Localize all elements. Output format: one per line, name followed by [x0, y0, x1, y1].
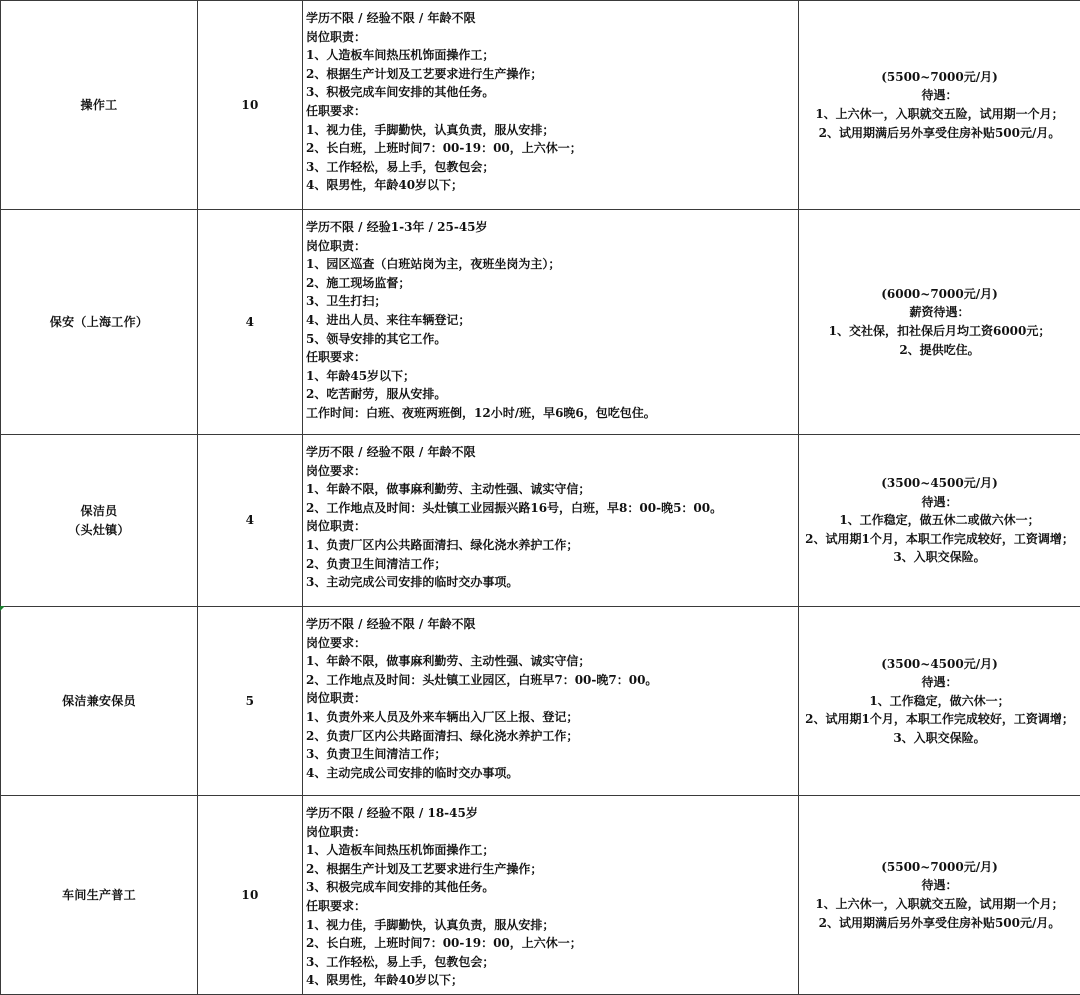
detail-line: 岗位职责：: [306, 237, 798, 256]
salary-range: (3500~4500元/月): [805, 474, 1074, 493]
benefit-line: 3、入职交保险。: [805, 729, 1074, 748]
detail-line: 4、进出人员、来往车辆登记；: [306, 311, 798, 330]
salary-benefits-cell: [799, 435, 1080, 607]
detail-line: 3、积极完成车间安排的其他任务。: [306, 878, 798, 897]
detail-line: 岗位要求：: [306, 634, 798, 653]
headcount-cell: [198, 435, 303, 607]
job-details-cell: [303, 796, 799, 995]
detail-line: 4、主动完成公司安排的临时交办事项。: [306, 764, 798, 783]
detail-line: 学历不限 / 经验1-3年 / 25-45岁: [306, 218, 798, 237]
headcount-cell: [198, 210, 303, 435]
job-title-cell: [1, 796, 198, 995]
detail-line: 4、限男性，年龄40岁以下；: [306, 176, 798, 195]
benefit-line: 2、试用期1个月，本职工作完成较好，工资调增；: [805, 710, 1074, 729]
detail-line: 1、负责厂区内公共路面清扫、绿化浇水养护工作；: [306, 536, 798, 555]
benefit-line: 1、上六休一，入职就交五险，试用期一个月；: [805, 895, 1074, 914]
detail-line: 2、负责厂区内公共路面清扫、绿化浇水养护工作；: [306, 727, 798, 746]
headcount: 4: [198, 511, 302, 530]
salary-benefits-cell: [799, 607, 1080, 796]
detail-line: 2、吃苦耐劳，服从安排。: [306, 385, 798, 404]
headcount: 5: [198, 692, 302, 711]
headcount: 4: [198, 313, 302, 332]
detail-line: 工作时间：白班、夜班两班倒，12小时/班，早6晚6，包吃包住。: [306, 404, 798, 423]
detail-line: 任职要求：: [306, 897, 798, 916]
benefit-line: 待遇：: [805, 673, 1074, 692]
job-row: [1, 607, 1080, 796]
detail-line: 2、根据生产计划及工艺要求进行生产操作；: [306, 860, 798, 879]
detail-line: 2、根据生产计划及工艺要求进行生产操作；: [306, 65, 798, 84]
job-row: [1, 435, 1080, 607]
detail-line: 2、工作地点及时间：头灶镇工业园振兴路16号，白班，早8：00-晚5：00。: [306, 499, 798, 518]
benefit-line: 3、入职交保险。: [805, 548, 1074, 567]
benefit-line: 2、提供吃住。: [805, 341, 1074, 360]
detail-line: 3、工作轻松，易上手，包教包会；: [306, 953, 798, 972]
headcount-cell: [198, 1, 303, 210]
detail-line: 1、视力佳，手脚勤快，认真负责，服从安排；: [306, 121, 798, 140]
detail-line: 3、卫生打扫；: [306, 292, 798, 311]
benefit-line: 1、工作稳定，做六休一；: [805, 692, 1074, 711]
benefit-line: 薪资待遇：: [805, 303, 1074, 322]
benefit-line: 待遇：: [805, 493, 1074, 512]
salary-benefits-cell: [799, 1, 1080, 210]
detail-line: 1、年龄不限，做事麻利勤劳、主动性强、诚实守信；: [306, 480, 798, 499]
detail-line: 1、人造板车间热压机饰面操作工；: [306, 841, 798, 860]
detail-line: 1、年龄45岁以下；: [306, 367, 798, 386]
benefit-line: 2、试用期1个月，本职工作完成较好，工资调增；: [805, 530, 1074, 549]
detail-line: 1、负责外来人员及外来车辆出入厂区上报、登记；: [306, 708, 798, 727]
detail-line: 5、领导安排的其它工作。: [306, 330, 798, 349]
benefit-line: 待遇：: [805, 86, 1074, 105]
detail-line: 2、负责卫生间清洁工作；: [306, 555, 798, 574]
detail-line: 1、视力佳，手脚勤快，认真负责，服从安排；: [306, 916, 798, 935]
salary-range: (5500~7000元/月): [805, 68, 1074, 87]
job-title: 保安（上海工作）: [1, 313, 197, 332]
detail-line: 学历不限 / 经验不限 / 年龄不限: [306, 9, 798, 28]
detail-line: 学历不限 / 经验不限 / 18-45岁: [306, 804, 798, 823]
job-title: 保洁员: [1, 502, 197, 521]
headcount-cell: [198, 796, 303, 995]
detail-line: 岗位职责：: [306, 689, 798, 708]
detail-line: 1、人造板车间热压机饰面操作工；: [306, 46, 798, 65]
benefit-line: 2、试用期满后另外享受住房补贴500元/月。: [805, 914, 1074, 933]
job-row: [1, 210, 1080, 435]
detail-line: 2、长白班，上班时间7：00-19：00，上六休一；: [306, 139, 798, 158]
salary-range: (6000~7000元/月): [805, 285, 1074, 304]
detail-line: 3、积极完成车间安排的其他任务。: [306, 83, 798, 102]
job-title-cell: [1, 607, 198, 796]
job-details-cell: [303, 210, 799, 435]
salary-benefits-cell: [799, 796, 1080, 995]
detail-line: 2、施工现场监督；: [306, 274, 798, 293]
benefit-line: 2、试用期满后另外享受住房补贴500元/月。: [805, 124, 1074, 143]
job-details-cell: [303, 607, 799, 796]
job-title-cell: [1, 210, 198, 435]
detail-line: 3、工作轻松，易上手，包教包会；: [306, 158, 798, 177]
job-title-cell: [1, 1, 198, 210]
headcount: 10: [198, 886, 302, 905]
detail-line: 学历不限 / 经验不限 / 年龄不限: [306, 615, 798, 634]
job-row: [1, 1, 1080, 210]
detail-line: 任职要求：: [306, 102, 798, 121]
salary-benefits-cell: [799, 210, 1080, 435]
detail-line: 3、负责卫生间清洁工作；: [306, 745, 798, 764]
headcount-cell: [198, 607, 303, 796]
job-location: （头灶镇）: [1, 521, 197, 540]
benefit-line: 待遇：: [805, 876, 1074, 895]
detail-line: 岗位职责：: [306, 28, 798, 47]
cell-comment-marker: [0, 606, 5, 611]
benefit-line: 1、交社保，扣社保后月均工资6000元；: [805, 322, 1074, 341]
job-row: [1, 796, 1080, 995]
job-title: 操作工: [1, 96, 197, 115]
detail-line: 岗位职责：: [306, 517, 798, 536]
job-details-cell: [303, 435, 799, 607]
detail-line: 1、年龄不限，做事麻利勤劳、主动性强、诚实守信；: [306, 652, 798, 671]
job-title: 保洁兼安保员: [1, 692, 197, 711]
job-details-cell: [303, 1, 799, 210]
detail-line: 岗位职责：: [306, 823, 798, 842]
detail-line: 1、园区巡查（白班站岗为主，夜班坐岗为主）；: [306, 255, 798, 274]
detail-line: 任职要求：: [306, 348, 798, 367]
detail-line: 4、限男性，年龄40岁以下；: [306, 971, 798, 990]
benefit-line: 1、上六休一，入职就交五险，试用期一个月；: [805, 105, 1074, 124]
salary-range: (3500~4500元/月): [805, 655, 1074, 674]
detail-line: 2、长白班，上班时间7：00-19：00，上六休一；: [306, 934, 798, 953]
benefit-line: 1、工作稳定，做五休二或做六休一；: [805, 511, 1074, 530]
detail-line: 岗位要求：: [306, 462, 798, 481]
headcount: 10: [198, 96, 302, 115]
detail-line: 2、工作地点及时间：头灶镇工业园区，白班早7：00-晚7：00。: [306, 671, 798, 690]
job-title-cell: [1, 435, 198, 607]
detail-line: 3、主动完成公司安排的临时交办事项。: [306, 573, 798, 592]
salary-range: (5500~7000元/月): [805, 858, 1074, 877]
job-title: 车间生产普工: [1, 886, 197, 905]
detail-line: 学历不限 / 经验不限 / 年龄不限: [306, 443, 798, 462]
